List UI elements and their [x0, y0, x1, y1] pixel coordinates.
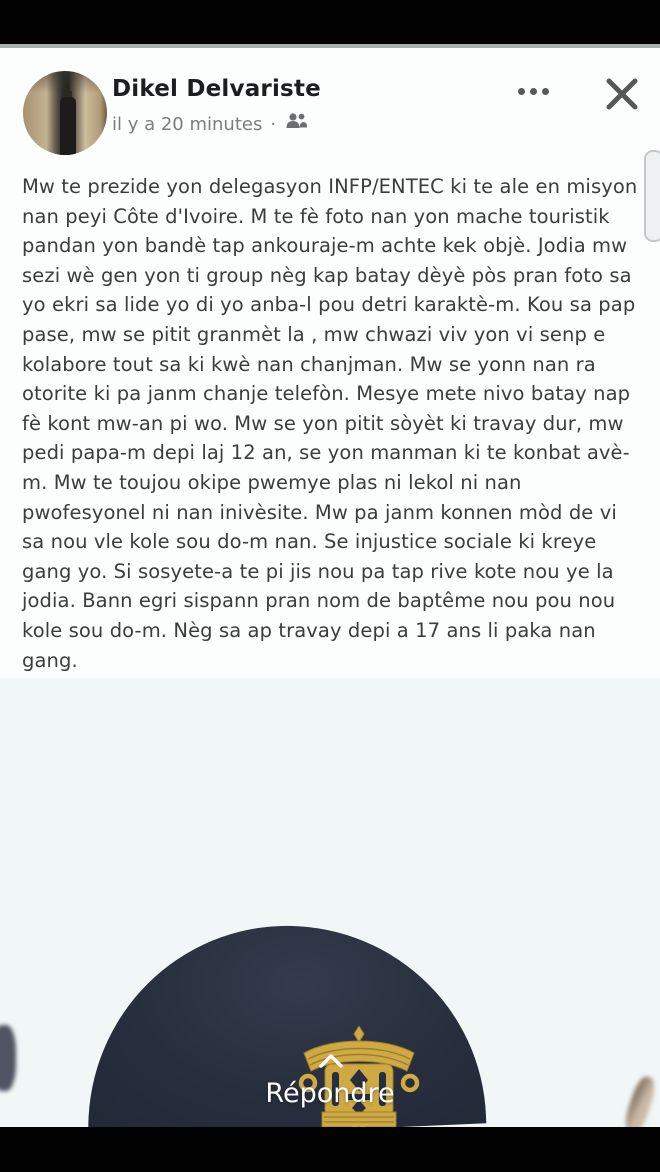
post-author-name[interactable]: Dikel Delvariste — [112, 76, 321, 102]
dot-icon — [530, 88, 537, 95]
reply-button[interactable]: Répondre — [265, 1078, 395, 1109]
avatar[interactable] — [23, 71, 107, 155]
top-letterbox-bar — [0, 0, 660, 48]
friends-icon — [284, 112, 308, 136]
dot-icon — [542, 88, 549, 95]
bottom-letterbox-bar — [0, 1127, 660, 1172]
post-timestamp: il y a 20 minutes — [112, 113, 263, 135]
close-x-icon — [602, 74, 642, 114]
post-body-text: Mw te prezide yon delegasyon INFP/ENTEC ki te ale en misyon nan peyi Côte d'Ivoire. M te fè foto nan yon mache touristik pandan yon bandè tap ankouraje-m achte kek objè. Jodia mw sezi wè gen yon ti group nèg kap batay dèyè pòs pran foto sa yo ekri sa lide yo di yo anba-l pou detri karaktè-m. Kou sa pap pase, mw se pitit granmèt la , mw chwazi viv yon vi senp e kolabore tout sa ki kwè nan chanjman. Mw se yonn nan ra otorite ki pa janm chanje telefòn. Mesye mete nivo batay nap fè kont mw-an pi wo. Mw se yon pitit sòyèt ki travay dur, mw pedi papa-m depi laj 12 an, se yon manman ki te konbat avè-m. Mw te toujou okipe pwemye plas ni lekol ni nan pwofesyonel ni nan inivèsite. Mw pa janm konnen mòd de vi sa nou vle kole sou do-m nan. Se injustice sociale ki kreye gang yo. Si sosyete-a te pi jis nou pa tap rive kote nou ye la jodia. Bann egri sispann pran nom de baptême nou pou nou kole sou do-m. Nèg sa ap travay depi a 17 ans li paka nan gang. — [22, 175, 638, 672]
post-meta-row — [112, 112, 308, 136]
chevron-up-icon — [318, 1053, 344, 1069]
avatar-person-silhouette — [60, 97, 76, 155]
post-card — [0, 52, 660, 678]
post-options-button[interactable] — [518, 88, 549, 95]
scrollbar-thumb[interactable] — [644, 150, 660, 242]
post-photo[interactable] — [0, 678, 660, 1127]
dot-icon — [518, 88, 525, 95]
close-button[interactable] — [602, 74, 642, 114]
meta-separator-dot: · — [270, 113, 277, 135]
